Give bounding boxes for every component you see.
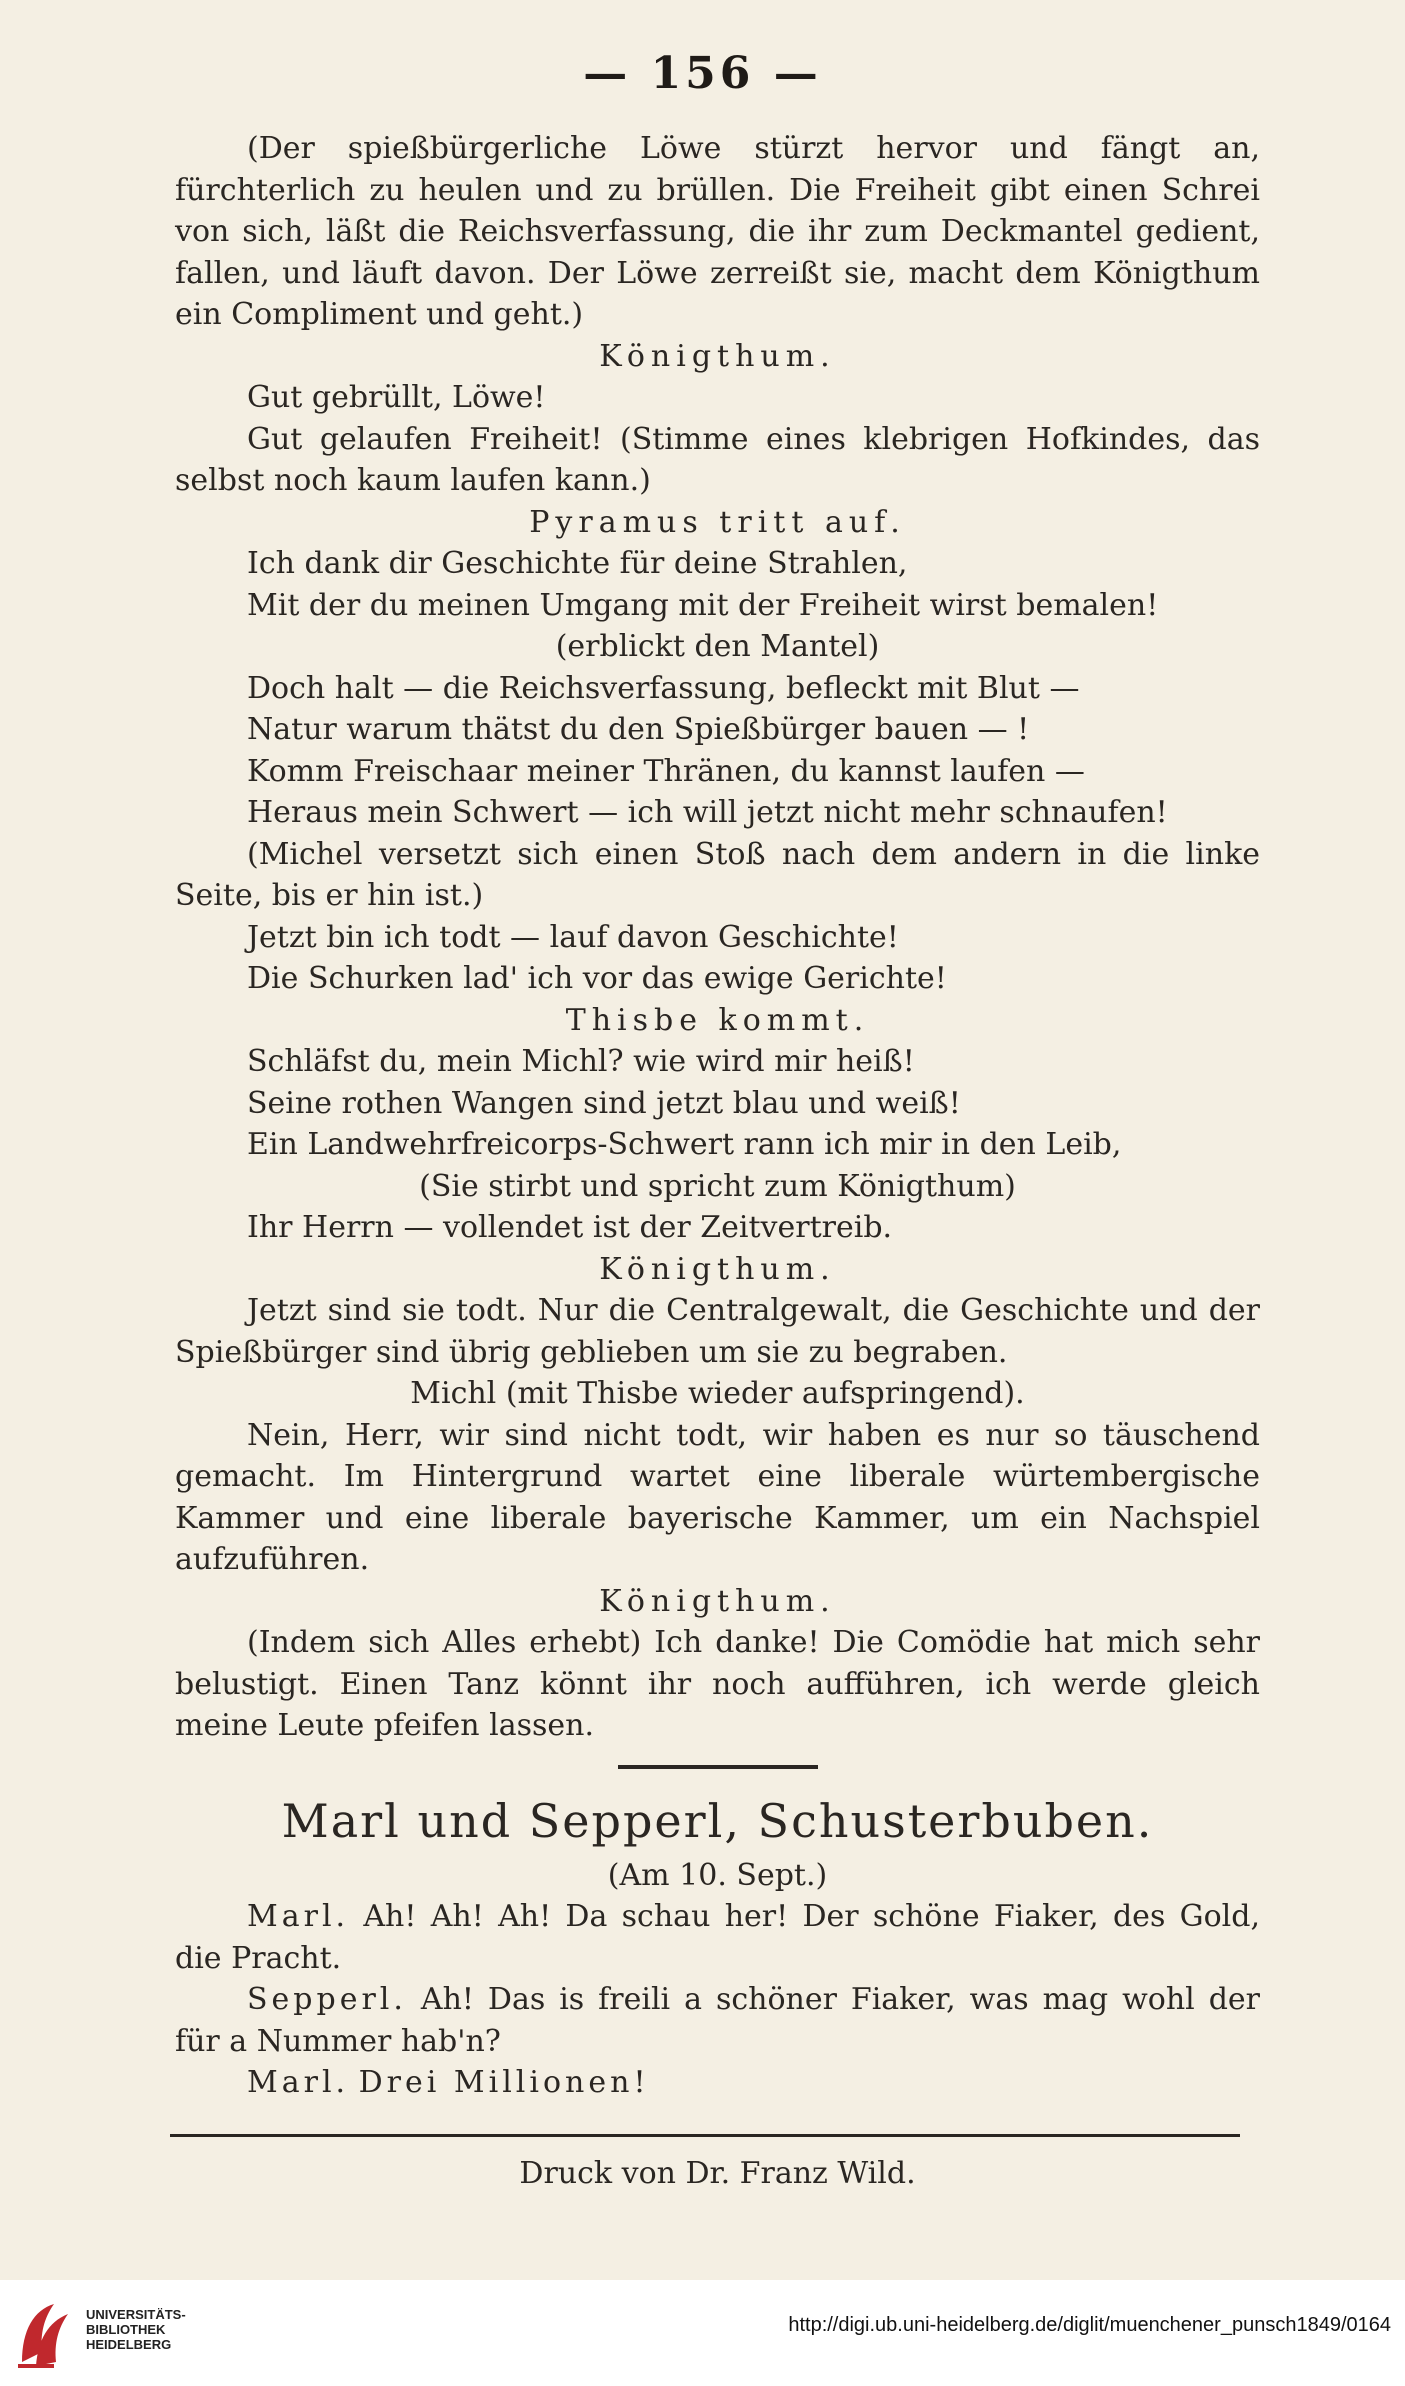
inline-speaker: Sepperl. <box>247 1982 407 2017</box>
dialogue-paragraph <box>175 2062 1260 2104</box>
dialogue-paragraph: Nein, Herr, wir sind nicht todt, wir haben es nur so täuschend gemacht. Im Hintergrund wartet eine liberale würtembergische Kammer und eine liberale bayerische Kammer, um ein Nachspiel aufzuführen. <box>175 1417 1260 1577</box>
verse-line: Schläfst du, mein Michl? wie wird mir heiß! <box>247 1044 915 1079</box>
speaker-heading: Königthum. <box>599 1583 836 1619</box>
source-url-link[interactable]: http://digi.ub.uni-heidelberg.de/diglit/muenchener_punsch1849/0164 <box>788 2314 1391 2336</box>
speaker-heading: Michl (mit Thisbe wieder aufspringend). <box>410 1376 1025 1411</box>
speaker-heading: Pyramus tritt auf. <box>529 504 906 540</box>
imprint-divider <box>170 2134 1240 2137</box>
verse-line: Doch halt — die Reichsverfassung, befleckt mit Blut — <box>247 670 1080 706</box>
stage-direction: (erblickt den Mantel) <box>555 629 880 664</box>
stage-direction: (Sie stirbt und spricht zum Königthum) <box>419 1168 1016 1204</box>
speaker-heading: Königthum. <box>599 1251 836 1287</box>
verse-line: Heraus mein Schwert — ich will jetzt nicht mehr schnaufen! <box>247 795 1168 830</box>
page-number: — 156 — <box>583 48 822 99</box>
verse-line: Jetzt bin ich todt — lauf davon Geschichte! <box>247 919 899 955</box>
verse-line: Seine rothen Wangen sind jetzt blau und weiß! <box>247 1085 961 1121</box>
verse-line: Die Schurken lad' ich vor das ewige Gerichte! <box>247 961 947 996</box>
dialogue-paragraph: Gut gelaufen Freiheit! (Stimme eines klebrigen Hofkindes, das selbst noch kaum laufen kann.) <box>175 421 1260 498</box>
section-divider <box>618 1765 818 1769</box>
dialogue-paragraph <box>175 1979 1260 2062</box>
stage-direction: (Michel versetzt sich einen Stoß nach dem andern in die linke Seite, bis er hin ist.) <box>175 836 1260 913</box>
library-name-line: BIBLIOTHEK <box>86 2322 166 2337</box>
dialogue-text: Ah! Das is freili a schöner Fiaker, was mag wohl der für a Nummer hab'n? <box>175 1982 1260 2059</box>
section-title: Marl und Sepperl, Schusterbuben. <box>281 1793 1154 1848</box>
dialogue-paragraph <box>175 1896 1260 1979</box>
page-content <box>175 128 1260 2194</box>
speaker-heading: Thisbe kommt. <box>565 1002 870 1038</box>
dialogue-text: Drei Millionen! <box>358 2065 650 2100</box>
speaker-heading: Königthum. <box>599 338 836 374</box>
section-date: (Am 10. Sept.) <box>607 1857 828 1893</box>
dialogue-paragraph: (Indem sich Alles erhebt) Ich danke! Die Comödie hat mich sehr belustigt. Einen Tanz könnt ihr noch aufführen, ich werde gleich meine Leute pfeifen lassen. <box>175 1625 1260 1743</box>
verse-line: Natur warum thätst du den Spießbürger bauen — ! <box>247 712 1030 747</box>
inline-speaker: Marl. <box>247 2065 350 2100</box>
printer-imprint: Druck von Dr. Franz Wild. <box>519 2155 916 2191</box>
library-name-line: UNIVERSITÄTS- <box>86 2307 186 2322</box>
dialogue-paragraph: Jetzt sind sie todt. Nur die Centralgewalt, die Geschichte und der Spießbürger sind übrig geblieben um sie zu begraben. <box>175 1293 1260 1370</box>
library-name <box>86 2307 186 2352</box>
verse-line: Komm Freischaar meiner Thränen, du kannst laufen — <box>247 753 1085 789</box>
verse-line: Mit der du meinen Umgang mit der Freiheit wirst bemalen! <box>247 587 1159 623</box>
footer-bar <box>0 2280 1405 2386</box>
inline-speaker: Marl. <box>247 1899 350 1934</box>
dialogue-line: Gut gebrüllt, Löwe! <box>247 380 546 415</box>
dialogue-text: Ah! Ah! Ah! Da schau her! Der schöne Fiaker, des Gold, die Pracht. <box>175 1899 1260 1976</box>
verse-line: Ihr Herrn — vollendet ist der Zeitvertreib. <box>247 1210 893 1245</box>
verse-line: Ich dank dir Geschichte für deine Strahlen, <box>247 546 908 581</box>
verse-line: Ein Landwehrfreicorps-Schwert rann ich mir in den Leib, <box>247 1127 1122 1162</box>
stage-direction: (Der spießbürgerliche Löwe stürzt hervor und fängt an, fürchterlich zu heulen und zu brüllen. Die Freiheit gibt einen Schrei von sich, läßt die Reichsverfassung, die ihr zum Deckmantel gedient, fallen, und läuft davon. Der Löwe zerreißt sie, macht dem Königthum ein Compliment und geht.) <box>175 131 1260 332</box>
library-logo-icon <box>14 2300 74 2370</box>
library-name-line: HEIDELBERG <box>86 2337 172 2352</box>
